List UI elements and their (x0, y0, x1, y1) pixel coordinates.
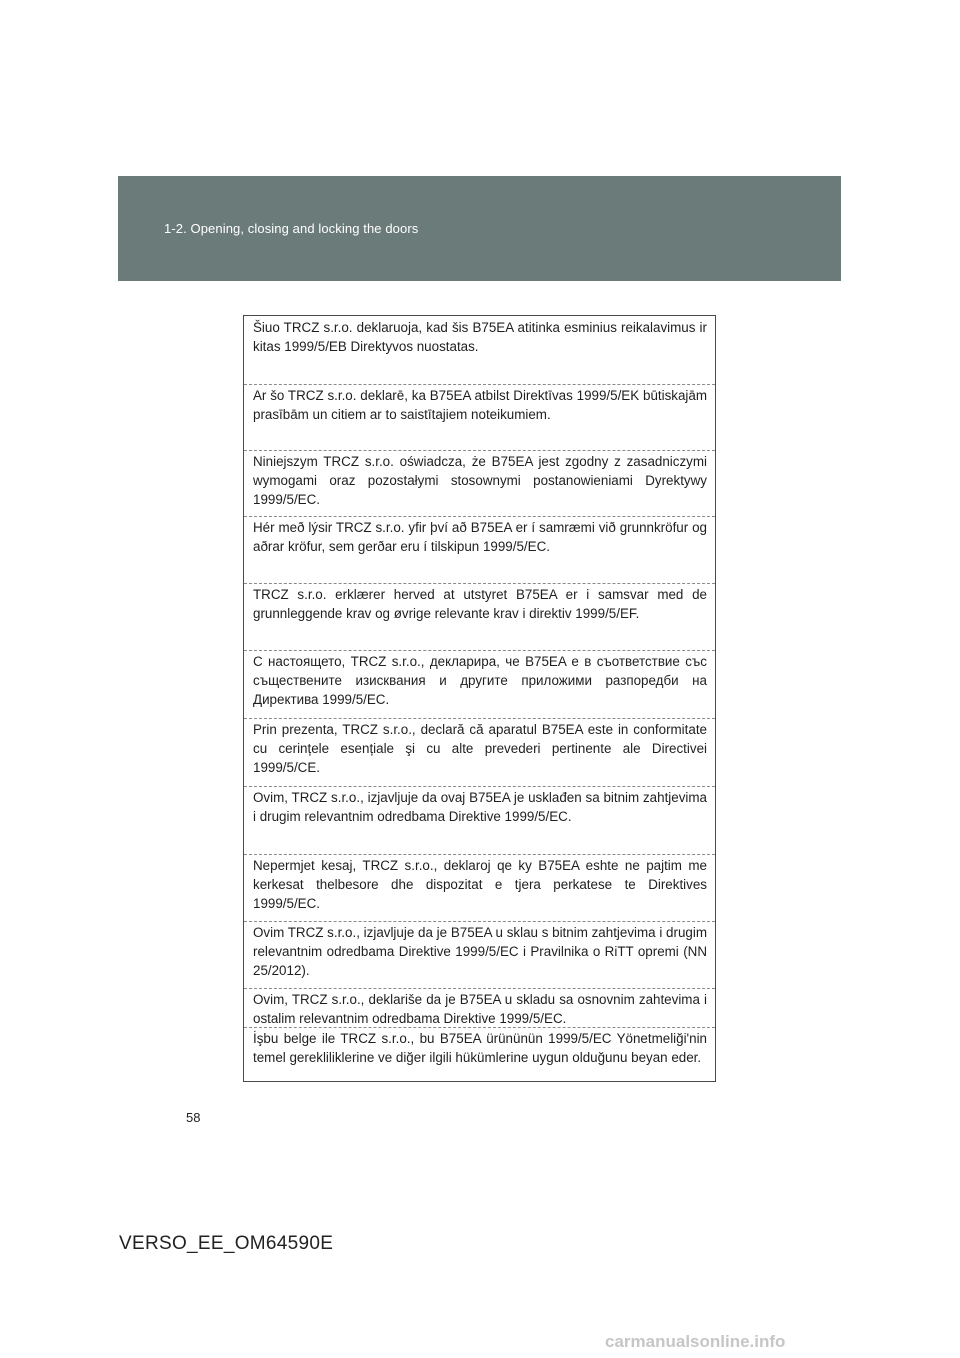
declaration-norwegian: TRCZ s.r.o. erklærer herved at utstyret B75EA er i samsvar med de grunnleggende krav og øvrige relevante krav i direktiv 1999/5/EF. (244, 583, 715, 650)
document-code: VERSO_EE_OM64590E (119, 1233, 334, 1254)
declaration-icelandic: Hér með lýsir TRCZ s.r.o. yfir því að B75EA er í samræmi við grunnkröfur og aðrar kröfur, sem gerðar eru í tilskipun 1999/5/EC. (244, 516, 715, 583)
declaration-bulgarian: С настоящето, TRCZ s.r.o., декларира, че B75EA е в съответствие със съществените изисквания и другите приложими разпоредби на Директива 1999/5/ЕС. (244, 650, 715, 718)
declaration-bosnian: Ovim, TRCZ s.r.o., izjavljuje da ovaj B75EA je usklađen sa bitnim zahtjevima i drugim relevantnim odredbama Direktive 1999/5/EC. (244, 786, 715, 854)
declaration-lithuanian: Šiuo TRCZ s.r.o. deklaruoja, kad šis B75EA atitinka esminius reikalavimus ir kitas 1999/5/EB Direktyvos nuostatas. (253, 320, 707, 354)
declaration-romanian: Prin prezenta, TRCZ s.r.o., declară că aparatul B75EA este in conformitate cu cerințele esențiale şi cu alte prevederi pertinente ale Directivei 1999/5/CE. (244, 718, 715, 786)
declaration-turkish: İşbu belge ile TRCZ s.r.o., bu B75EA ürününün 1999/5/EC Yönetmeliği'nin temel gerekliliklerine ve diğer ilgili hükümlerine uygun olduğunu beyan eder. (244, 1027, 715, 1081)
declaration-albanian: Nepermjet kesaj, TRCZ s.r.o., deklaroj qe ky B75EA eshte ne pajtim me kerkesat thelbesore dhe dispozitat e tjera perkatese te Direktives 1999/5/EC. (244, 854, 715, 921)
declaration-serbian: Ovim, TRCZ s.r.o., deklariše da je B75EA u skladu sa osnovnim zahtevima i ostalim relevantnim odredbama Direktive 1999/5/EC. (244, 988, 715, 1027)
page-number: 58 (186, 1110, 201, 1125)
section-title: 1-2. Opening, closing and locking the doors (164, 221, 419, 236)
declaration-croatian: Ovim TRCZ s.r.o., izjavljuje da je B75EA u sklau s bitnim zahtjevima i drugim relevantnim odredbama Direktive 1999/5/EC i Pravilnika o RiTT opremi (NN 25/2012). (244, 921, 715, 988)
declaration-polish: Niniejszym TRCZ s.r.o. oświadcza, że B75EA jest zgodny z zasadniczymi wymogami oraz pozostałymi stosownymi postanowieniami Dyrektywy 1999/5/EC. (244, 450, 715, 516)
watermark: carmanualsonline.info (605, 1332, 786, 1351)
declaration-table (243, 315, 716, 1082)
declaration-latvian: Ar šo TRCZ s.r.o. deklarē, ka B75EA atbilst Direktīvas 1999/5/EK būtiskajām prasībām un citiem ar to saistītajiem noteikumiem. (244, 384, 715, 450)
section-header-band (118, 176, 841, 281)
